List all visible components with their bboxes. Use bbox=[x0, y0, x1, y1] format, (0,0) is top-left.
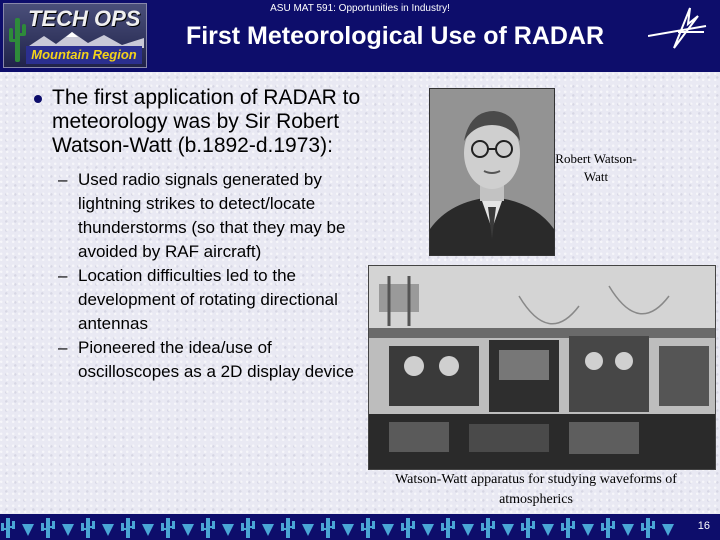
course-label: ASU MAT 591: Opportunities in Industry! bbox=[270, 3, 450, 14]
footer-bar bbox=[0, 514, 720, 540]
bullet-dot-icon bbox=[34, 95, 42, 103]
portrait-caption: Robert Watson-Watt bbox=[555, 151, 637, 184]
apparatus-caption: Watson-Watt apparatus for studying waveforms of atmospherics bbox=[395, 472, 677, 507]
cactus-icon bbox=[0, 514, 690, 540]
slide-title: First Meteorological Use of RADAR bbox=[185, 22, 605, 50]
logo-text-tech-ops: TECH OPS bbox=[28, 6, 141, 31]
header-bar bbox=[0, 0, 720, 72]
portrait-photo bbox=[429, 88, 555, 256]
sub-bullet-list bbox=[34, 168, 364, 384]
star-logo-icon bbox=[648, 6, 708, 50]
sub-bullet-text: Pioneered the idea/use of oscilloscopes as a 2D display device bbox=[78, 338, 354, 381]
cactus-icon bbox=[7, 14, 27, 64]
main-bullet-text: The first application of RADAR to meteorology was by Sir Robert Watson-Watt (b.1892-d.1973): bbox=[52, 86, 361, 157]
slide-content bbox=[34, 86, 364, 384]
sub-bullet: – Used radio signals generated by lightning strikes to detect/locate thunderstorms (so that they may be avoided by RAF aircraft) bbox=[58, 170, 346, 261]
sub-bullet-text: Location difficulties led to the development of rotating directional antennas bbox=[78, 266, 338, 333]
sub-bullet-text: Used radio signals generated by lightning strikes to detect/locate thunderstorms (so that they may be avoided by RAF aircraft) bbox=[78, 170, 346, 261]
sub-bullet: – Pioneered the idea/use of oscilloscopes as a 2D display device bbox=[58, 338, 354, 381]
page-number: 16 bbox=[697, 520, 710, 532]
main-bullet bbox=[34, 86, 364, 158]
sub-bullet: – Location difficulties led to the development of rotating directional antennas bbox=[58, 266, 338, 333]
logo-text-mountain-region: Mountain Region bbox=[26, 46, 142, 64]
apparatus-photo bbox=[368, 265, 716, 470]
